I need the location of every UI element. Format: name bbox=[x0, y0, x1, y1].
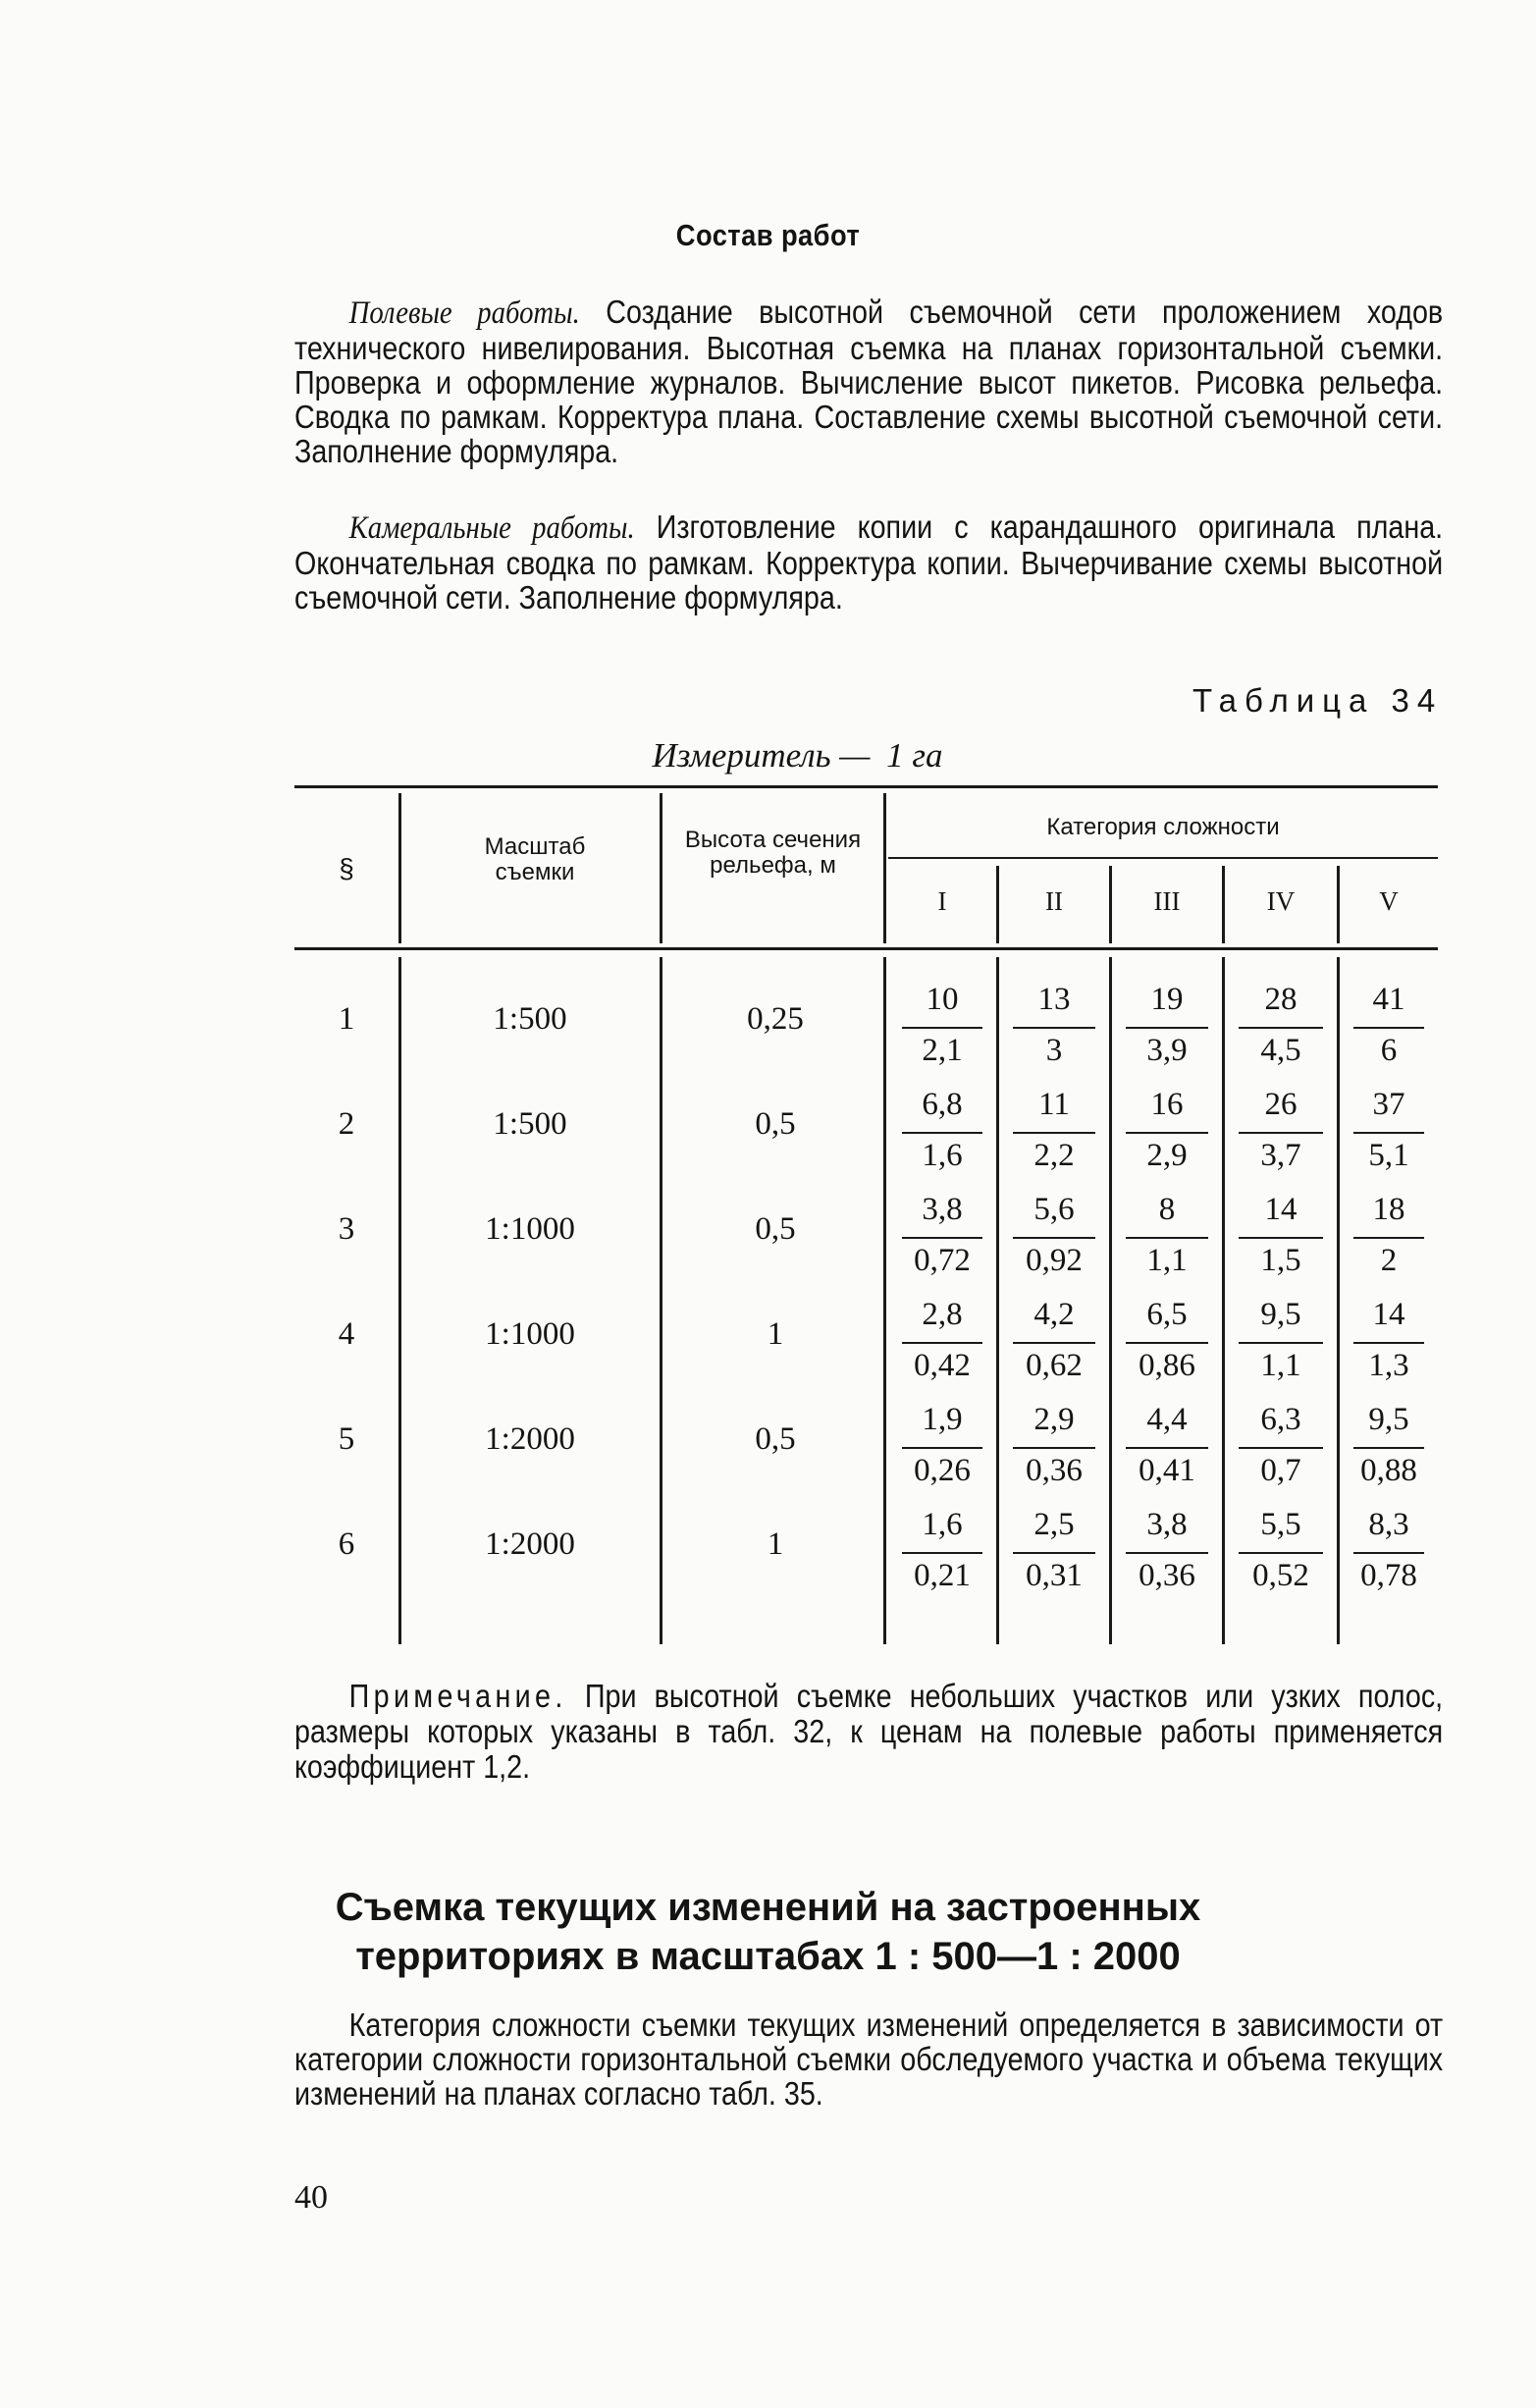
fraction-numerator: 19 bbox=[1150, 982, 1184, 1017]
fraction-bar bbox=[1353, 1552, 1424, 1554]
fraction-denominator: 2,9 bbox=[1146, 1138, 1188, 1173]
fraction-denominator: 3 bbox=[1045, 1033, 1063, 1068]
fraction-numerator: 3,8 bbox=[1146, 1507, 1188, 1542]
fraction-denominator: 0,88 bbox=[1360, 1453, 1417, 1488]
fraction-bar bbox=[902, 1237, 982, 1239]
vline-b2 bbox=[660, 957, 662, 1644]
fraction-denominator: 1,6 bbox=[922, 1138, 963, 1173]
fraction-bar bbox=[1126, 1132, 1208, 1134]
fraction-numerator: 6,8 bbox=[922, 1087, 963, 1122]
fraction-bar bbox=[1353, 1342, 1424, 1344]
fraction-numerator: 14 bbox=[1264, 1192, 1298, 1227]
fraction-numerator: 14 bbox=[1372, 1297, 1405, 1332]
fraction-denominator: 0,92 bbox=[1026, 1243, 1083, 1278]
fraction-denominator: 0,36 bbox=[1139, 1558, 1195, 1593]
fraction-numerator: 11 bbox=[1038, 1087, 1070, 1122]
row-num: 6 bbox=[338, 1526, 355, 1562]
header-category: Категория сложности bbox=[1046, 814, 1280, 840]
fraction-denominator: 0,86 bbox=[1139, 1348, 1195, 1383]
vline-b1 bbox=[398, 957, 401, 1644]
fraction-denominator: 4,5 bbox=[1260, 1033, 1301, 1068]
fraction-denominator: 5,1 bbox=[1368, 1138, 1409, 1173]
fraction-numerator: 4,2 bbox=[1033, 1297, 1075, 1332]
vline-h3 bbox=[883, 793, 886, 943]
header-cat-5: V bbox=[1379, 886, 1399, 916]
row-scale: 1:500 bbox=[493, 1106, 567, 1142]
fraction-numerator: 13 bbox=[1037, 982, 1071, 1017]
fraction-numerator: 10 bbox=[926, 982, 959, 1017]
fraction-denominator: 0,72 bbox=[914, 1243, 971, 1278]
section2-paragraph bbox=[294, 2007, 1443, 2111]
fraction-bar bbox=[1239, 1552, 1323, 1554]
fraction-denominator: 0,7 bbox=[1260, 1453, 1301, 1488]
field-work-text: Создание высотной съемочной сети проложением ходов технического нивелирования. Высотная съемка на планах горизонтальной съемки. Проверка и оформление журналов. Вычисление высот пикетов. Рисовка рельефа. Сводка по рамкам. Корректура плана. Составление схемы высотной съемочной сети. Заполнение формуляра. bbox=[294, 294, 1444, 469]
fraction-bar bbox=[1126, 1552, 1208, 1554]
fraction-bar bbox=[1013, 1027, 1095, 1029]
table-top-rule bbox=[294, 785, 1438, 788]
row-num: 1 bbox=[338, 1001, 355, 1037]
row-contour: 0,5 bbox=[755, 1106, 796, 1142]
fraction-numerator: 5,6 bbox=[1033, 1192, 1075, 1227]
fraction-numerator: 41 bbox=[1372, 982, 1405, 1017]
section2-title-line2: территориях в масштабах 1 : 500—1 : 2000 bbox=[355, 1935, 1181, 1978]
fraction-numerator: 16 bbox=[1150, 1087, 1184, 1122]
fraction-bar bbox=[1353, 1447, 1424, 1449]
row-scale: 1:2000 bbox=[485, 1421, 575, 1457]
fraction-denominator: 3,7 bbox=[1260, 1138, 1301, 1173]
vline-h2 bbox=[660, 793, 662, 943]
header-contour: Высота сечения рельефа, м bbox=[684, 827, 862, 879]
fraction-denominator: 2 bbox=[1380, 1243, 1398, 1278]
fraction-denominator: 0,31 bbox=[1026, 1558, 1083, 1593]
fraction-bar bbox=[1126, 1342, 1208, 1344]
fraction-denominator: 2,1 bbox=[922, 1033, 963, 1068]
fraction-bar bbox=[1353, 1237, 1424, 1239]
row-num: 4 bbox=[338, 1316, 355, 1352]
fraction-denominator: 1,1 bbox=[1146, 1243, 1188, 1278]
fraction-denominator: 3,9 bbox=[1146, 1033, 1188, 1068]
fraction-bar bbox=[1239, 1132, 1323, 1134]
fraction-bar bbox=[1013, 1447, 1095, 1449]
measure-unit: 1 га bbox=[886, 736, 943, 775]
fraction-denominator: 6 bbox=[1380, 1033, 1398, 1068]
note-text: При высотной съемке небольших участков или узких полос, размеры которых указаны в табл. 32, к ценам на полевые работы применяется коэффициент 1,2. bbox=[294, 1678, 1444, 1785]
fraction-denominator: 0,52 bbox=[1252, 1558, 1309, 1593]
fraction-numerator: 28 bbox=[1264, 982, 1298, 1017]
fraction-bar bbox=[1126, 1237, 1208, 1239]
fraction-bar bbox=[902, 1552, 982, 1554]
row-num: 3 bbox=[338, 1211, 355, 1247]
page-number: 40 bbox=[294, 2179, 328, 2216]
vline-b3 bbox=[883, 957, 886, 1644]
fraction-denominator: 0,42 bbox=[914, 1348, 971, 1383]
fraction-numerator: 6,3 bbox=[1260, 1402, 1301, 1437]
row-contour: 0,5 bbox=[755, 1421, 796, 1457]
office-work-paragraph bbox=[294, 509, 1443, 615]
fraction-bar bbox=[1239, 1237, 1323, 1239]
fraction-bar bbox=[1239, 1342, 1323, 1344]
row-scale: 1:1000 bbox=[485, 1211, 575, 1247]
fraction-numerator: 2,5 bbox=[1033, 1507, 1075, 1542]
fraction-numerator: 1,6 bbox=[922, 1507, 963, 1542]
fraction-numerator: 2,9 bbox=[1033, 1402, 1075, 1437]
header-cat-3: III bbox=[1153, 886, 1181, 916]
fraction-numerator: 4,4 bbox=[1146, 1402, 1188, 1437]
fraction-numerator: 3,8 bbox=[922, 1192, 963, 1227]
header-cat-2: II bbox=[1045, 886, 1063, 916]
category-subrule bbox=[888, 857, 1438, 859]
vline-h1 bbox=[398, 793, 401, 943]
field-work-paragraph bbox=[294, 294, 1443, 468]
fraction-bar bbox=[902, 1132, 982, 1134]
table-header-rule bbox=[294, 947, 1438, 950]
fraction-denominator: 0,41 bbox=[1139, 1453, 1195, 1488]
fraction-bar bbox=[1353, 1027, 1424, 1029]
header-num: § bbox=[339, 853, 354, 883]
row-scale: 1:500 bbox=[493, 1001, 567, 1037]
fraction-bar bbox=[1013, 1342, 1095, 1344]
row-scale: 1:1000 bbox=[485, 1316, 575, 1352]
fraction-bar bbox=[1239, 1027, 1323, 1029]
fraction-numerator: 8 bbox=[1158, 1192, 1176, 1227]
fraction-denominator: 1,1 bbox=[1260, 1348, 1301, 1383]
table-label: Таблица 34 bbox=[1192, 682, 1444, 719]
row-contour: 0,5 bbox=[755, 1211, 796, 1247]
fraction-denominator: 0,78 bbox=[1360, 1558, 1417, 1593]
fraction-numerator: 2,8 bbox=[922, 1297, 963, 1332]
fraction-numerator: 9,5 bbox=[1260, 1297, 1301, 1332]
header-scale: Масштаб съемки bbox=[484, 833, 586, 885]
field-work-label: Полевые работы. bbox=[348, 295, 580, 331]
note-label: Примечание. bbox=[348, 1678, 567, 1714]
row-num: 2 bbox=[338, 1106, 355, 1142]
table-note bbox=[294, 1679, 1443, 1785]
fraction-numerator: 18 bbox=[1372, 1192, 1405, 1227]
table-measure bbox=[0, 736, 1536, 776]
measure-label: Измеритель — bbox=[652, 736, 871, 775]
fraction-bar bbox=[1126, 1027, 1208, 1029]
fraction-bar bbox=[1013, 1552, 1095, 1554]
fraction-numerator: 5,5 bbox=[1260, 1507, 1301, 1542]
fraction-bar bbox=[902, 1447, 982, 1449]
fraction-bar bbox=[1013, 1132, 1095, 1134]
fraction-denominator: 0,36 bbox=[1026, 1453, 1083, 1488]
row-num: 5 bbox=[338, 1421, 355, 1457]
fraction-bar bbox=[1353, 1132, 1424, 1134]
fraction-numerator: 8,3 bbox=[1368, 1507, 1409, 1542]
row-contour: 1 bbox=[767, 1316, 784, 1352]
fraction-numerator: 1,9 bbox=[922, 1402, 963, 1437]
section2-text: Категория сложности съемки текущих изменений определяется в зависимости от категории сложности горизонтальной съемки обследуемого участка и объема текущих изменений на планах согласно табл. 35. bbox=[294, 2007, 1444, 2112]
row-scale: 1:2000 bbox=[485, 1526, 575, 1562]
fraction-denominator: 0,26 bbox=[914, 1453, 971, 1488]
section-title: Состав работ bbox=[675, 218, 861, 252]
office-work-label: Камеральные работы. bbox=[348, 510, 635, 546]
fraction-denominator: 0,21 bbox=[914, 1558, 971, 1593]
fraction-denominator: 1,5 bbox=[1260, 1243, 1301, 1278]
fraction-bar bbox=[902, 1342, 982, 1344]
fraction-bar bbox=[1013, 1237, 1095, 1239]
fraction-bar bbox=[1126, 1447, 1208, 1449]
row-contour: 1 bbox=[767, 1526, 784, 1562]
section2-title-line1: Съемка текущих изменений на застроенных bbox=[335, 1886, 1201, 1929]
fraction-denominator: 1,3 bbox=[1368, 1348, 1409, 1383]
office-work-text: Изготовление копии с карандашного оригинала плана. Окончательная сводка по рамкам. Корректура копии. Вычерчивание схемы высотной съемочной сети. Заполнение формуляра. bbox=[294, 508, 1444, 615]
fraction-numerator: 26 bbox=[1264, 1087, 1298, 1122]
fraction-bar bbox=[902, 1027, 982, 1029]
fraction-denominator: 0,62 bbox=[1026, 1348, 1083, 1383]
fraction-denominator: 2,2 bbox=[1033, 1138, 1075, 1173]
fraction-numerator: 6,5 bbox=[1146, 1297, 1188, 1332]
header-cat-4: IV bbox=[1266, 886, 1296, 916]
header-cat-1: I bbox=[937, 886, 947, 916]
fraction-bar bbox=[1239, 1447, 1323, 1449]
row-contour: 0,25 bbox=[747, 1001, 804, 1037]
fraction-numerator: 9,5 bbox=[1368, 1402, 1409, 1437]
fraction-numerator: 37 bbox=[1372, 1087, 1405, 1122]
